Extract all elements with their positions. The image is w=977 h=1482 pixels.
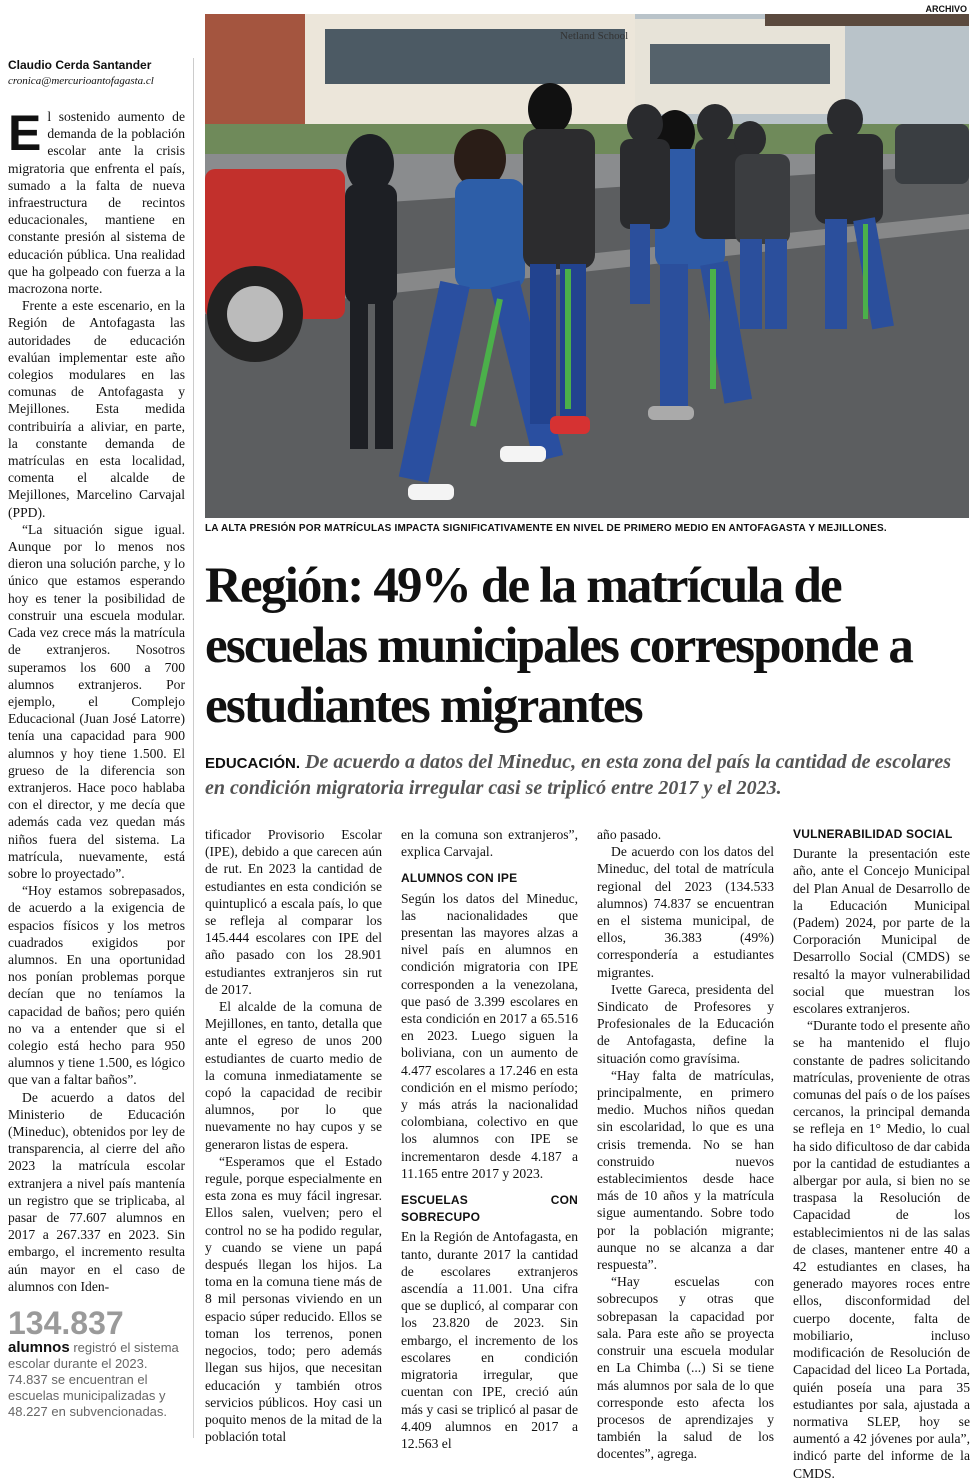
- paragraph: Ivette Gareca, presidenta del Sindicato de Profesores y Profesionales de la Educación de Antofagasta, define la situación como gravísima.: [597, 981, 774, 1066]
- photo-caption: LA ALTA PRESIÓN POR MATRÍCULAS IMPACTA SIGNIFICATIVAMENTE EN NIVEL DE PRIMERO MEDIO EN ANTOFAGASTA Y MEJILLONES.: [205, 523, 887, 534]
- stat-text: registró el sistema escolar durante el 2023. 74.837 se encuentran el escuelas municipalizadas y 48.227 en subvencionadas.: [8, 1340, 179, 1419]
- paragraph: Durante la presentación este año, ante el Concejo Municipal del Plan Anual de Desarrollo de la Educación Municipal (Padem) 2024, por parte de la Corporación Municipal de Desarrollo Social (CMDS) se resaltó la mayor vulnerabilidad social que muestran los escolares extranjeros.: [793, 846, 970, 1017]
- paragraph: “La situación sigue igual. Aunque por lo menos nos dieron una solución parche, y lo único que estamos esperando hoy es tener la posibilidad de construir una escuela modular. Cada vez crece más la matrícula de extranjeros. Nosotros superamos los 600 a 700 alumnos extranjeros. Por ejemplo, el Complejo Educacional (Juan José Latorre) tenía una capacidad para 900 alumnos y hoy tiene 1.500. El grueso de la diferencia son extranjeros. Hace poco hablaba con el director, y me decía que además cada vez quedan más niños fuera del sistema. La matrícula, nuevamente, está sobre lo proyectado”.: [8, 521, 185, 881]
- article-photo: [205, 14, 969, 518]
- article-column-5: [793, 826, 970, 1481]
- article-column-2: [205, 826, 382, 1445]
- subheading: VULNERABILIDAD SOCIAL: [793, 827, 953, 841]
- article-column-3: [401, 826, 578, 1451]
- stat-number: 134.837: [8, 1305, 124, 1341]
- paragraph: En la Región de Antofagasta, en tanto, durante 2017 la cantidad de escolares extranjeros ascendía a 11.001. Una cifra que se duplicó, al comparar con los 23.820 de 2023. Sin embargo, el incremento de los escolares en condición migratoria irregular, que cuentan con IPE, creció aún más y casi se triplicó al pasar de 4.409 alumnos en 2017 a 12.563 el: [401, 1229, 578, 1451]
- school-sign-text: Netland School: [560, 30, 629, 42]
- paragraph: l sostenido aumento de demanda de la población escolar ante la crisis migratoria que enfrenta el país, sumado a la falta de nueva infraestructura de recintos educacionales, mantiene en constante presión al sistema de educación pública. Una realidad que ha golpeado con fuerza a la macrozona norte.: [8, 109, 185, 297]
- paragraph: El alcalde de la comuna de Mejillones, en tanto, detalla que ante el egreso de unos 200 estudiantes de cuarto medio de la comuna inmediatamente se copó la capacidad de recibir alumnos, por lo que nuevamente no hay cupos y se generaron listas de espera.: [205, 999, 382, 1152]
- paragraph: Según los datos del Mineduc, las nacionalidades que presentan las mayores alzas a nivel país en alumnos en condición migratoria con IPE corresponden a la venezolana, que pasó de 3.399 escolares en esta condición en 2017 a 65.516 en 2023. Luego siguen la boliviana, con un aumento de 4.477 escolares a 17.246 en esta condición en el mismo período; y más atrás la nacionalidad colombiana, colectivo en que los alumnos con IPE se incrementaron desde 4.187 a 11.165 entre 2017 y 2023.: [401, 890, 578, 1181]
- subheading: ALUMNOS CON IPE: [401, 871, 518, 886]
- dropcap: E: [8, 105, 42, 161]
- photo-credit: ARCHIVO: [925, 4, 967, 14]
- author-email[interactable]: cronica@mercurioantofagasta.cl: [8, 75, 154, 87]
- stat-box: [8, 1306, 188, 1420]
- subheading: ESCUELAS CON SOBRECUPO: [401, 1193, 578, 1225]
- byline: [8, 58, 198, 87]
- paragraph: en la comuna son extranjeros”, explica Carvajal.: [401, 827, 578, 860]
- paragraph: De acuerdo a datos del Ministerio de Educación (Mineduc), obtenidos por ley de transparencia, al cierre del año 2023 la matrícula escolar extranjera a nivel país mantenía un registro que se triplicaba, al pasar de 77.607 alumnos en 2017 a 267.337 en 2023. Sin embargo, el incremento resulta aún mayor en el caso de alumnos con Iden-: [8, 1089, 185, 1294]
- article-column-1: [8, 105, 185, 1294]
- headline: Región: 49% de la matrícula de escuelas municipales corresponde a estudiantes migrantes: [205, 558, 913, 734]
- section-kicker: EDUCACIÓN.: [205, 755, 301, 772]
- paragraph: “Esperamos que el Estado regule, porque especialmente en esta zona es muy fácil ingresar. Ellos salen, vuelven; pero el control no se ha podido regular, y cuando se viene un papá después llegan los hijos. La toma en la comuna tiene más de 8 mil personas viviendo en un espacio súper reducido. Ellos se toman los terrenos, ponen negocios, todo; pero además llegan sus hijos, que necesitan educación y también otros servicios públicos. Hoy casi un poquito menos de la mitad de la población total: [205, 1153, 382, 1445]
- stat-unit: alumnos: [8, 1339, 70, 1356]
- paragraph: De acuerdo con los datos del Mineduc, del total de matrícula regional del 2023 (134.533 alumnos) 74.837 se encuentran en el sistema municipal, de ellos, 36.383 (49%) correspondería a estudiantes migrantes.: [597, 844, 774, 980]
- paragraph: año pasado.: [597, 827, 662, 842]
- students-walking-image: [205, 14, 969, 518]
- paragraph: Frente a este escenario, en la Región de Antofagasta las autoridades de educación evalúan implementar este año colegios modulares en las comunas de Antofagasta y Mejillones. Esta medida contribuiría a aliviar, en parte, la constante demanda de matrículas en esta localidad, comenta el alcalde de Mejillones, Marcelino Carvajal (PPD).: [8, 298, 185, 520]
- lede-text: De acuerdo a datos del Mineduc, en esta zona del país la cantidad de escolares en condición migratoria irregular casi se triplicó entre 2017 y el 2023.: [205, 751, 952, 799]
- paragraph: “Hay falta de matrículas, principalmente, en primero medio. Muchos niños quedan sin escolaridad, lo que es una crisis tremenda. No se han construido nuevos establecimientos desde hace más de 10 años y la matrícula sigue aumentando. Sobre todo por la población migrante; aunque no se alcanza a dar respuesta”.: [597, 1067, 774, 1273]
- column-divider: [193, 58, 194, 1438]
- paragraph: tificador Provisorio Escolar (IPE), debido a que carecen aún de rut. En 2023 la cantidad de estudiantes en esta condición se quintuplicó a escala país, lo que se refleja al comparar los 145.444 escolares con IPE del año pasado con los 28.901 estudiantes extranjeros sin rut de 2017.: [205, 827, 382, 997]
- author-name: Claudio Cerda Santander: [8, 58, 152, 72]
- paragraph: “Durante todo el presente año se ha mantenido el flujo constante de padres solicitando matrículas, proveniente de otras comunas del país o de los países cercanos, la principal demanda se refleja en 1° Medio, lo cual ha sido dificultoso de dar cabida por la cantidad de estudiantes a albergar por aula, si bien no se traspasa la Resolución de Capacidad de los establecimientos ni de las salas de clases, mantener entre 40 a 42 estudiantes en clases, ha generado mayores roces entre ellos, disconformidad del cuerpo docente, falta de mobiliario, incluso modificación de Resolución de Capacidad del liceo La Portada, quién poseía una para 35 estudiantes por sala, ajustada a normativa SLEP, hoy se aumentó a 42 jóvenes por aula”, indicó parte del informe de la CMDS.: [793, 1018, 970, 1481]
- paragraph: “Hay escuelas con sobrecupos y otras que sobrepasan la capacidad por sala. Para este año se proyecta construir una escuela modular en La Chimba (...) Si se tiene más alumnos por sala de lo que corresponde esto afecta los procesos de aprendizajes y también la salud de los docentes”, agrega.: [597, 1274, 774, 1462]
- paragraph: “Hoy estamos sobrepasados, de acuerdo a la exigencia de espacios físicos y los metros cuadrados exigidos por alumnos. En una oportunidad nos ponían problemas porque decían que no teníamos la capacidad de baños; pero quién no va a entender que si el colegio está hecho para 950 alumnos y tiene 1.500, es lógico que van a faltar baños”.: [8, 883, 185, 1088]
- lede: [205, 750, 969, 801]
- article-column-4: [597, 826, 774, 1462]
